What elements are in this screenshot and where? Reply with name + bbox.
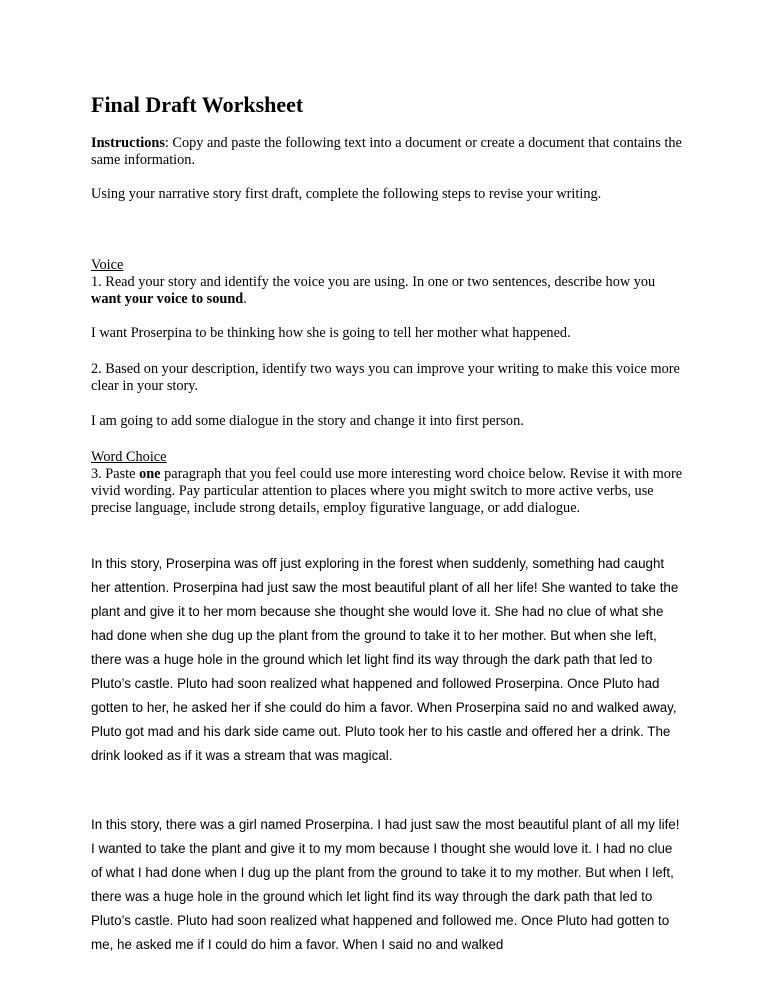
question-1-emphasis: want your voice to sound — [91, 291, 244, 307]
question-1-text: 1. Read your story and identify the voice you are using. In one or two sentences, describe how you — [91, 274, 656, 290]
intro-paragraph: Using your narrative story first draft, complete the following steps to revise your writing. — [91, 186, 602, 202]
answer-1: I want Proserpina to be thinking how she is going to tell her mother what happened. — [91, 325, 571, 341]
question-3-emphasis: one — [139, 466, 161, 482]
instructions-paragraph — [91, 135, 683, 169]
revised-paragraph: In this story, there was a girl named Proserpina. I had just saw the most beautiful plant of all my life! I wanted to take the plant and give it to my mom because I thought she would love it. I had no clue of what I had done when I dug up the plant from the ground to take it to my mother. But when I left, there was a huge hole in the ground which let light find its way through the dark path that led to Pluto’s castle. Pluto had soon realized what happened and followed me. Once Pluto had gotten to me, he asked me if I could do him a favor. When I said no and walked — [91, 817, 680, 952]
page-title: Final Draft Worksheet — [91, 92, 304, 117]
question-1-end: . — [243, 291, 247, 307]
question-3 — [91, 466, 683, 517]
question-1 — [91, 274, 683, 308]
word-choice-heading: Word Choice — [91, 449, 167, 465]
original-paragraph: In this story, Proserpina was off just exploring in the forest when suddenly, something had caught her attention. Proserpina had just saw the most beautiful plant of all her life! She wanted to take the plant and give it to her mom because she thought she would love it. She had no clue of what she had done when she dug up the plant from the ground to take it to her mother. But when she left, there was a huge hole in the ground which let light find its way through the dark path that led to Pluto’s castle. Pluto had soon realized what happened and followed Proserpina. Once Pluto had gotten to her, he asked her if she could do him a favor. When Proserpina said no and walked away, Pluto got mad and his dark side came out. Pluto took her to his castle and offered her a drink. The drink looked as if it was a stream that was magical. — [91, 556, 679, 763]
instructions-text: : Copy and paste the following text into a document or create a document that contains the same information. — [91, 135, 682, 168]
question-2: 2. Based on your description, identify two ways you can improve your writing to make this voice more clear in your story. — [91, 361, 680, 394]
instructions-label: Instructions — [91, 135, 165, 151]
answer-2: I am going to add some dialogue in the story and change it into first person. — [91, 413, 524, 429]
question-3-rest: paragraph that you feel could use more interesting word choice below. Revise it with more vivid wording. Pay particular attention to places where you might switch to more active verbs, use precise language, include strong details, employ figurative language, or add dialogue. — [91, 466, 683, 516]
voice-heading: Voice — [91, 257, 124, 273]
question-3-text: 3. Paste — [91, 466, 140, 482]
